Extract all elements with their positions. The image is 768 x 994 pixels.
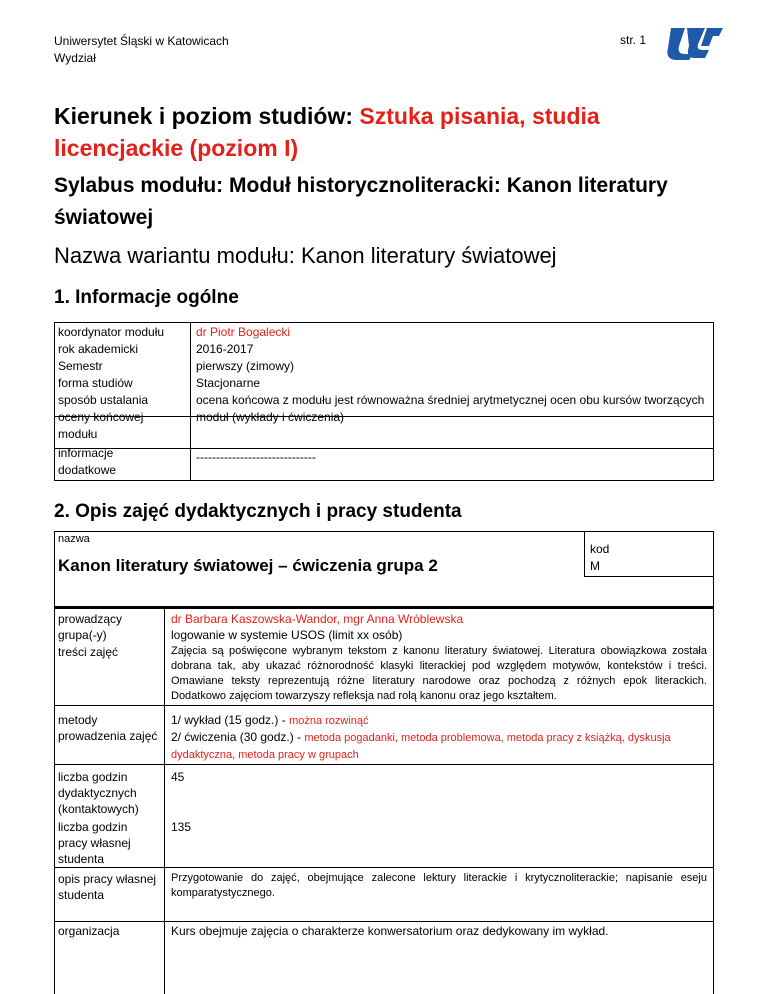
methods-exercises-text: 2/ ćwiczenia (30 godz.) - — [171, 730, 305, 744]
value-self-hours: 135 — [171, 820, 192, 834]
university-logo-icon — [665, 24, 725, 64]
value-organization: Kurs obejmuje zajęcia o charakterze konwersatorium oraz dedykowany im wykład. — [171, 924, 609, 938]
course-name-label: nazwa — [58, 533, 90, 545]
methods-line-lecture — [171, 712, 709, 729]
course-details-table — [54, 609, 714, 994]
module-syllabus-heading: Sylabus modułu: Moduł historycznoliteracki: Kanon literatury światowej — [54, 174, 668, 229]
label-methods: metody prowadzenia zajęć — [58, 713, 158, 743]
value-methods — [171, 712, 709, 763]
value-content: Zajęcia są poświęcone wybranym tekstom z kanonu literatury światowej. Literatura obowiązkowa została dobrana tak, aby ukazać różnorodność klasyki literackiej pod względem motywów, kontekstów i treści. Omawiane teksty reprezentują różne literatury narodowe oraz pochodzą z różnych epok literackich. Dodatkowo zajęciom towarzyszy refleksja nad rolą kanonu oraz jego kształtem. — [171, 645, 707, 702]
label-instructors: prowadzący — [58, 612, 123, 626]
label-semester: Semestr — [58, 359, 103, 373]
course-title: Kanon literatury światowej – ćwiczenia grupa 2 — [58, 556, 438, 575]
course-code — [590, 541, 609, 575]
programme-heading-value: Sztuka pisania, studia licencjackie (poziom I) — [54, 103, 600, 161]
value-self-work: Przygotowanie do zajęć, obejmujące zalecone lektury literackie i krytycznoliterackie; napisanie eseju komparatystycznego. — [171, 872, 707, 899]
methods-lecture-text: 1/ wykład (15 godz.) - — [171, 713, 290, 727]
value-contact-hours: 45 — [171, 770, 185, 784]
label-academic-year: rok akademicki — [58, 342, 139, 356]
methods-line-exercises — [171, 729, 709, 763]
label-organization: organizacja — [58, 924, 120, 938]
section2-heading: 2. Opis zajęć dydaktycznych i pracy studenta — [54, 501, 462, 522]
label-self-work: opis pracy własnej studenta — [58, 872, 157, 902]
label-coordinator: koordynator modułu — [58, 325, 165, 339]
label-content: treści zajęć — [58, 645, 119, 659]
value-study-form: Stacjonarne — [196, 376, 261, 390]
variant-name-heading: Nazwa wariantu modułu: Kanon literatury światowej — [54, 243, 557, 268]
faculty-name: Wydział — [54, 51, 96, 65]
programme-heading — [54, 100, 734, 164]
label-contact-hours: liczba godzin dydaktycznych (kontaktowych) — [58, 770, 139, 816]
methods-lecture-note: można rozwinąć — [289, 715, 369, 727]
value-grading: ocena końcowa z modułu jest równoważna średniej arytmetycznej ocen obu kursów tworzących moduł (wykłady i ćwiczenia) — [196, 393, 705, 424]
value-additional-info: ------------------------------ — [196, 450, 316, 464]
label-grading: sposób ustalania oceny końcowej modułu — [58, 393, 149, 441]
course-code-label: kod — [590, 542, 610, 556]
methods-exercises-note: metoda pogadanki, metoda problemowa, metoda pracy z książką, dyskusja dydaktyczna, metoda pracy w grupach — [171, 732, 671, 761]
value-academic-year: 2016-2017 — [196, 342, 254, 356]
general-info-table — [54, 322, 714, 481]
university-name: Uniwersytet Śląski w Katowicach — [54, 34, 229, 48]
label-additional-info: informacje dodatkowe — [58, 446, 117, 477]
value-semester: pierwszy (zimowy) — [196, 359, 295, 373]
page-number: str. 1 — [620, 33, 647, 47]
running-header — [54, 33, 229, 67]
programme-heading-prefix: Kierunek i poziom studiów: — [54, 103, 360, 129]
course-code-value: M — [590, 559, 600, 573]
value-groups: logowanie w systemie USOS (limit xx osób) — [171, 628, 403, 642]
value-coordinator: dr Piotr Bogalecki — [196, 325, 291, 339]
section1-heading: 1. Informacje ogólne — [54, 287, 239, 308]
label-self-hours: liczba godzin pracy własnej studenta — [58, 820, 131, 866]
label-study-form: forma studiów — [58, 376, 133, 390]
label-groups: grupa(-y) — [58, 628, 107, 642]
value-instructors: dr Barbara Kaszowska-Wandor, mgr Anna Wróblewska — [171, 612, 464, 626]
